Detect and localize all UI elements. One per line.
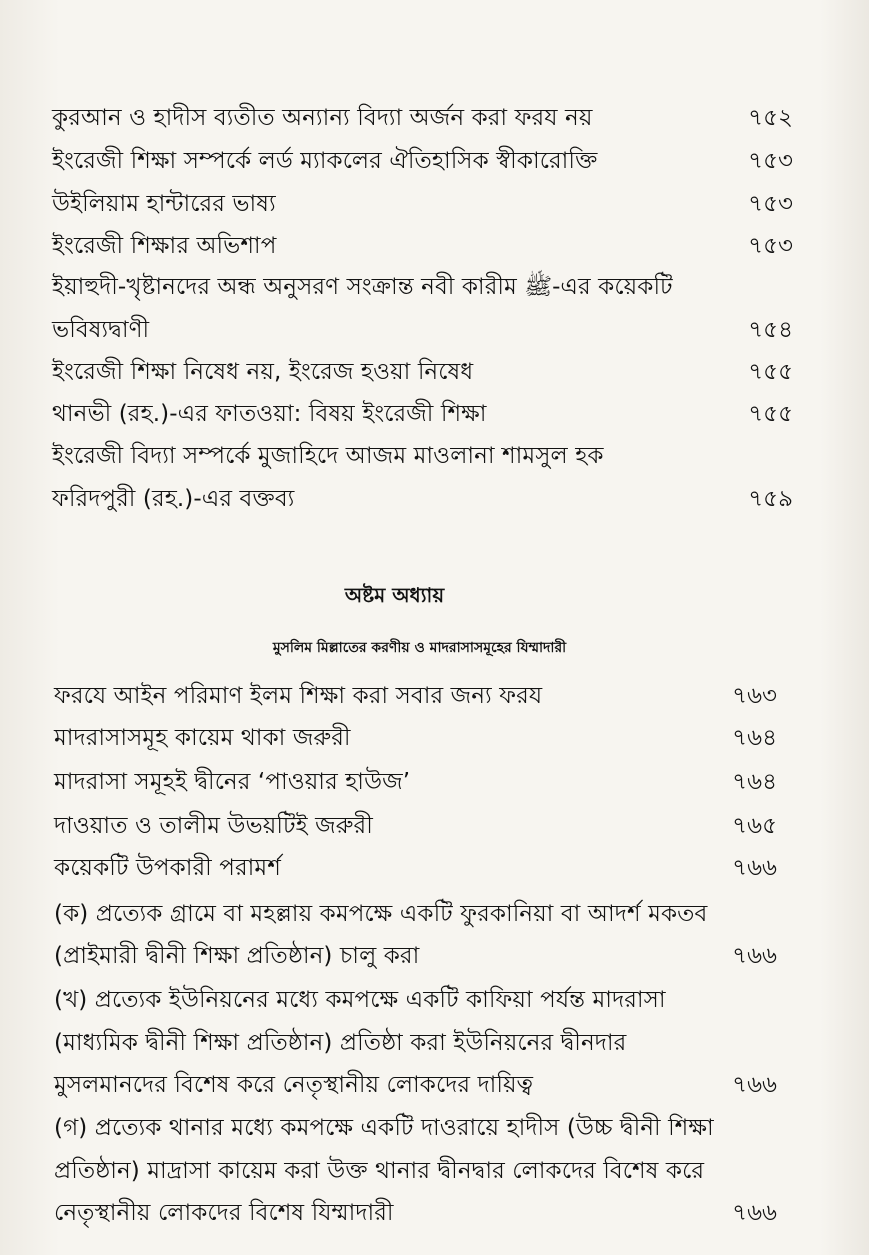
toc-entry-title: ইংরেজী শিক্ষা সম্পর্কে লর্ড ম্যাকলের ঐতিহাসিক স্বীকারোক্তি bbox=[52, 148, 598, 174]
toc-entry-page: ৭৫৪ bbox=[748, 317, 793, 343]
toc-entry bbox=[0, 1021, 869, 1065]
toc-entry bbox=[0, 1106, 869, 1150]
toc-entry-page: ৭৬৬ bbox=[732, 1072, 777, 1098]
toc-entry-title: মাদরাসা সমূহই দ্বীনের ‘পাওয়ার হাউজ’ bbox=[54, 769, 411, 795]
toc-entry-title: মাদরাসাসমূহ কায়েম থাকা জরুরী bbox=[54, 725, 351, 751]
toc-entry-page: ৭৬৬ bbox=[732, 1200, 777, 1226]
chapter-title: মুসলিম মিল্লাতের করণীয় ও মাদরাসাসমূহের যিম্মাদারী bbox=[272, 640, 567, 656]
toc-entry-title: ইয়াহুদী-খৃষ্টানদের অন্ধ অনুসরণ সংক্রান্ত নবী কারীম ﷺ-এর কয়েকটি bbox=[52, 274, 673, 300]
toc-entry-title: ফরিদপুরী (রহ.)-এর বক্তব্য bbox=[52, 486, 295, 512]
toc-entry bbox=[0, 846, 869, 890]
toc-entry bbox=[0, 934, 869, 978]
toc-entry-page: ৭৬৫ bbox=[732, 813, 777, 839]
toc-entry bbox=[0, 265, 869, 309]
toc-entry bbox=[0, 1191, 869, 1235]
toc-entry-page: ৭৫৩ bbox=[748, 233, 793, 259]
toc-entry-page: ৭৫৩ bbox=[748, 191, 793, 217]
toc-entry bbox=[0, 350, 869, 394]
toc-entry bbox=[0, 1149, 869, 1193]
toc-entry-title: ভবিষ্যদ্বাণী bbox=[52, 317, 150, 343]
toc-entry bbox=[0, 434, 869, 478]
toc-entry bbox=[0, 392, 869, 436]
toc-entry-title: ইংরেজী শিক্ষা নিষেধ নয়, ইংরেজ হওয়া নিষেধ bbox=[52, 359, 474, 385]
toc-entry bbox=[0, 1063, 869, 1107]
toc-entry bbox=[0, 224, 869, 268]
toc-entry bbox=[0, 716, 869, 760]
toc-entry-page: ৭৬৪ bbox=[732, 725, 777, 751]
toc-entry bbox=[0, 674, 869, 718]
toc-entry-page: ৭৬৬ bbox=[732, 943, 777, 969]
toc-entry-title: দাওয়াত ও তালীম উভয়টিই জরুরী bbox=[54, 813, 373, 839]
toc-entry-title: (খ) প্রত্যেক ইউনিয়নের মধ্যে কমপক্ষে একটি কাফিয়া পর্যন্ত মাদরাসা bbox=[54, 987, 666, 1013]
toc-entry-page: ৭৬৩ bbox=[732, 683, 777, 709]
toc-entry-page: ৭৫৫ bbox=[748, 401, 793, 427]
toc-entry-title: প্রতিষ্ঠান) মাদ্রাসা কায়েম করা উক্ত থানার দ্বীনদ্বার লোকদের বিশেষ করে bbox=[54, 1158, 705, 1184]
toc-entry bbox=[0, 760, 869, 804]
toc-entry-title: নেতৃস্থানীয় লোকদের বিশেষ যিম্মাদারী bbox=[54, 1200, 394, 1226]
toc-entry bbox=[0, 804, 869, 848]
toc-entry bbox=[0, 978, 869, 1022]
toc-entry-title: (গ) প্রত্যেক থানার মধ্যে কমপক্ষে একটি দাওরায়ে হাদীস (উচ্চ দ্বীনী শিক্ষা bbox=[54, 1115, 714, 1141]
toc-entry-title: থানভী (রহ.)-এর ফাতওয়া: বিষয় ইংরেজী শিক্ষা bbox=[52, 401, 487, 427]
toc-entry bbox=[0, 139, 869, 183]
toc-entry bbox=[0, 308, 869, 352]
toc-entry-title: মুসলমানদের বিশেষ করে নেতৃস্থানীয় লোকদের দায়িত্ব bbox=[54, 1072, 534, 1098]
toc-entry-page: ৭৫৯ bbox=[748, 486, 793, 512]
toc-entry-title: ইংরেজী শিক্ষার অভিশাপ bbox=[52, 233, 277, 259]
toc-entry-title: ফরযে আইন পরিমাণ ইলম শিক্ষা করা সবার জন্য ফরয bbox=[54, 683, 543, 709]
toc-entry-page: ৭৫৫ bbox=[748, 359, 793, 385]
toc-entry bbox=[0, 96, 869, 140]
toc-entry-page: ৭৫৩ bbox=[748, 148, 793, 174]
toc-entry bbox=[0, 477, 869, 521]
toc-entry bbox=[0, 892, 869, 936]
toc-entry bbox=[0, 182, 869, 226]
toc-entry-title: (মাধ্যমিক দ্বীনী শিক্ষা প্রতিষ্ঠান) প্রতিষ্ঠা করা ইউনিয়নের দ্বীনদার bbox=[54, 1030, 627, 1056]
toc-entry-title: কুরআন ও হাদীস ব্যতীত অন্যান্য বিদ্যা অর্জন করা ফরয নয় bbox=[52, 105, 593, 131]
toc-entry-page: ৭৬৬ bbox=[732, 855, 777, 881]
toc-entry-title: (প্রাইমারী দ্বীনী শিক্ষা প্রতিষ্ঠান) চালু করা bbox=[54, 943, 420, 969]
toc-entry-title: ইংরেজী বিদ্যা সম্পর্কে মুজাহিদে আজম মাওলানা শামসুল হক bbox=[52, 443, 604, 469]
toc-entry-title: (ক) প্রত্যেক গ্রামে বা মহল্লায় কমপক্ষে একটি ফুরকানিয়া বা আদর্শ মকতব bbox=[54, 901, 708, 927]
toc-entry-title: কয়েকটি উপকারী পরামর্শ bbox=[54, 855, 281, 881]
toc-entry-title: উইলিয়াম হান্টারের ভাষ্য bbox=[52, 191, 276, 217]
chapter-label: অষ্টম অধ্যায় bbox=[344, 583, 445, 607]
toc-entry-page: ৭৬৪ bbox=[732, 769, 777, 795]
toc-entry-page: ৭৫২ bbox=[748, 105, 793, 131]
